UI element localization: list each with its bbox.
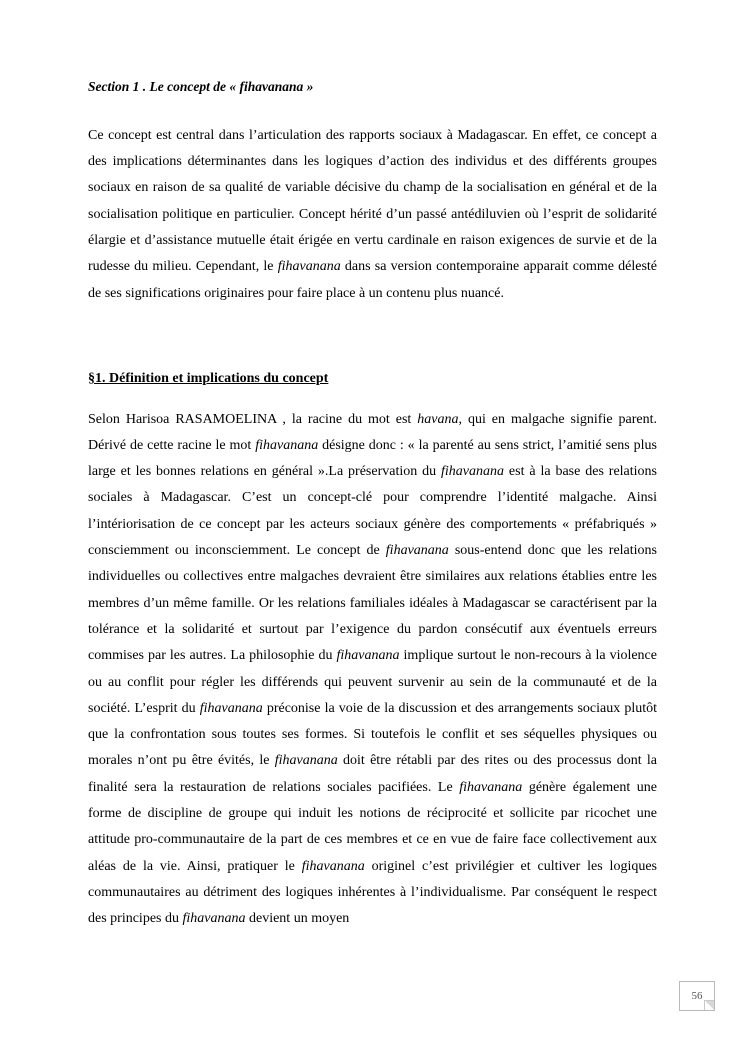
intro-paragraph: Ce concept est central dans l’articulation des rapports sociaux à Madagascar. En effet, ce concept a des implications déterminantes dans les logiques d’action des individus et des différents groupes sociaux en raison de sa qualité de variable décisive du champ de la socialisation en général et de la socialisation politique en particulier. Concept hérité d’un passé antédiluvien où l’esprit de solidarité élargie et d’assistance mutuelle était érigée en vertu cardinale en raison exigences de survie et de la rudesse du milieu. Cependant, le fihavanana dans sa version contemporaine apparait comme délesté de ses significations originaires pour faire place à un contenu plus nuancé. [88,127,658,301]
page-curl-icon [704,1000,714,1010]
subsection-heading: §1. Définition et implications du concept [88,370,329,386]
document-body [88,78,657,933]
page-number-label: 56 [691,990,703,1002]
paragraph-spacer [88,307,657,369]
page-number-badge [679,981,715,1011]
section-heading: Section 1 . Le concept de « fihavanana » [88,79,314,94]
main-paragraph: Selon Harisoa RASAMOELINA , la racine du mot est havana, qui en malgache signifie parent. Dérivé de cette racine le mot fihavanana désigne donc : « la parenté au sens strict, l’amitié sens plus large et les bonnes relations en général ».La préservation du fihavanana est à la base des relations sociales à Madagascar. C’est un concept-clé pour comprendre l’identité malgache. Ainsi l’intériorisation de ce concept par les acteurs sociaux génère des comportements « préfabriqués » consciemment ou inconsciemment. Le concept de fihavanana sous-entend donc que les relations individuelles ou collectives entre malgaches devraient être similaires aux relations établies entre les membres d’un même famille. Or les relations familiales idéales à Madagascar se caractérisent par la tolérance et la solidarité et surtout par l’exigence du pardon consécutif aux éventuels erreurs commises par les autres. La philosophie du fihavanana implique surtout le non-recours à la violence ou au conflit pour régler les différends qui peuvent survenir au sein de la communauté et de la société. L’esprit du fihavanana préconise la voie de la discussion et des arrangements sociaux plutôt que la confrontation sous toutes ses formes. Si toutefois le conflit et ses séquelles physiques ou morales n’ont pu être évités, le fihavanana doit être rétabli par des rites ou des processus dont la finalité sera la restauration de relations sociales pacifiées. Le fihavanana génère également une forme de discipline de groupe qui induit les notions de réciprocité et sollicite par ricochet une attitude pro-communautaire de la part de ces membres et ce en vue de faire face collectivement aux aléas de la vie. Ainsi, pratiquer le fihavanana originel c’est privilégier et cultiver les logiques communautaires au détriment des logiques inhérentes à l’individualisme. Par conséquent le respect des principes du fihavanana devient un moyen [88,411,658,927]
